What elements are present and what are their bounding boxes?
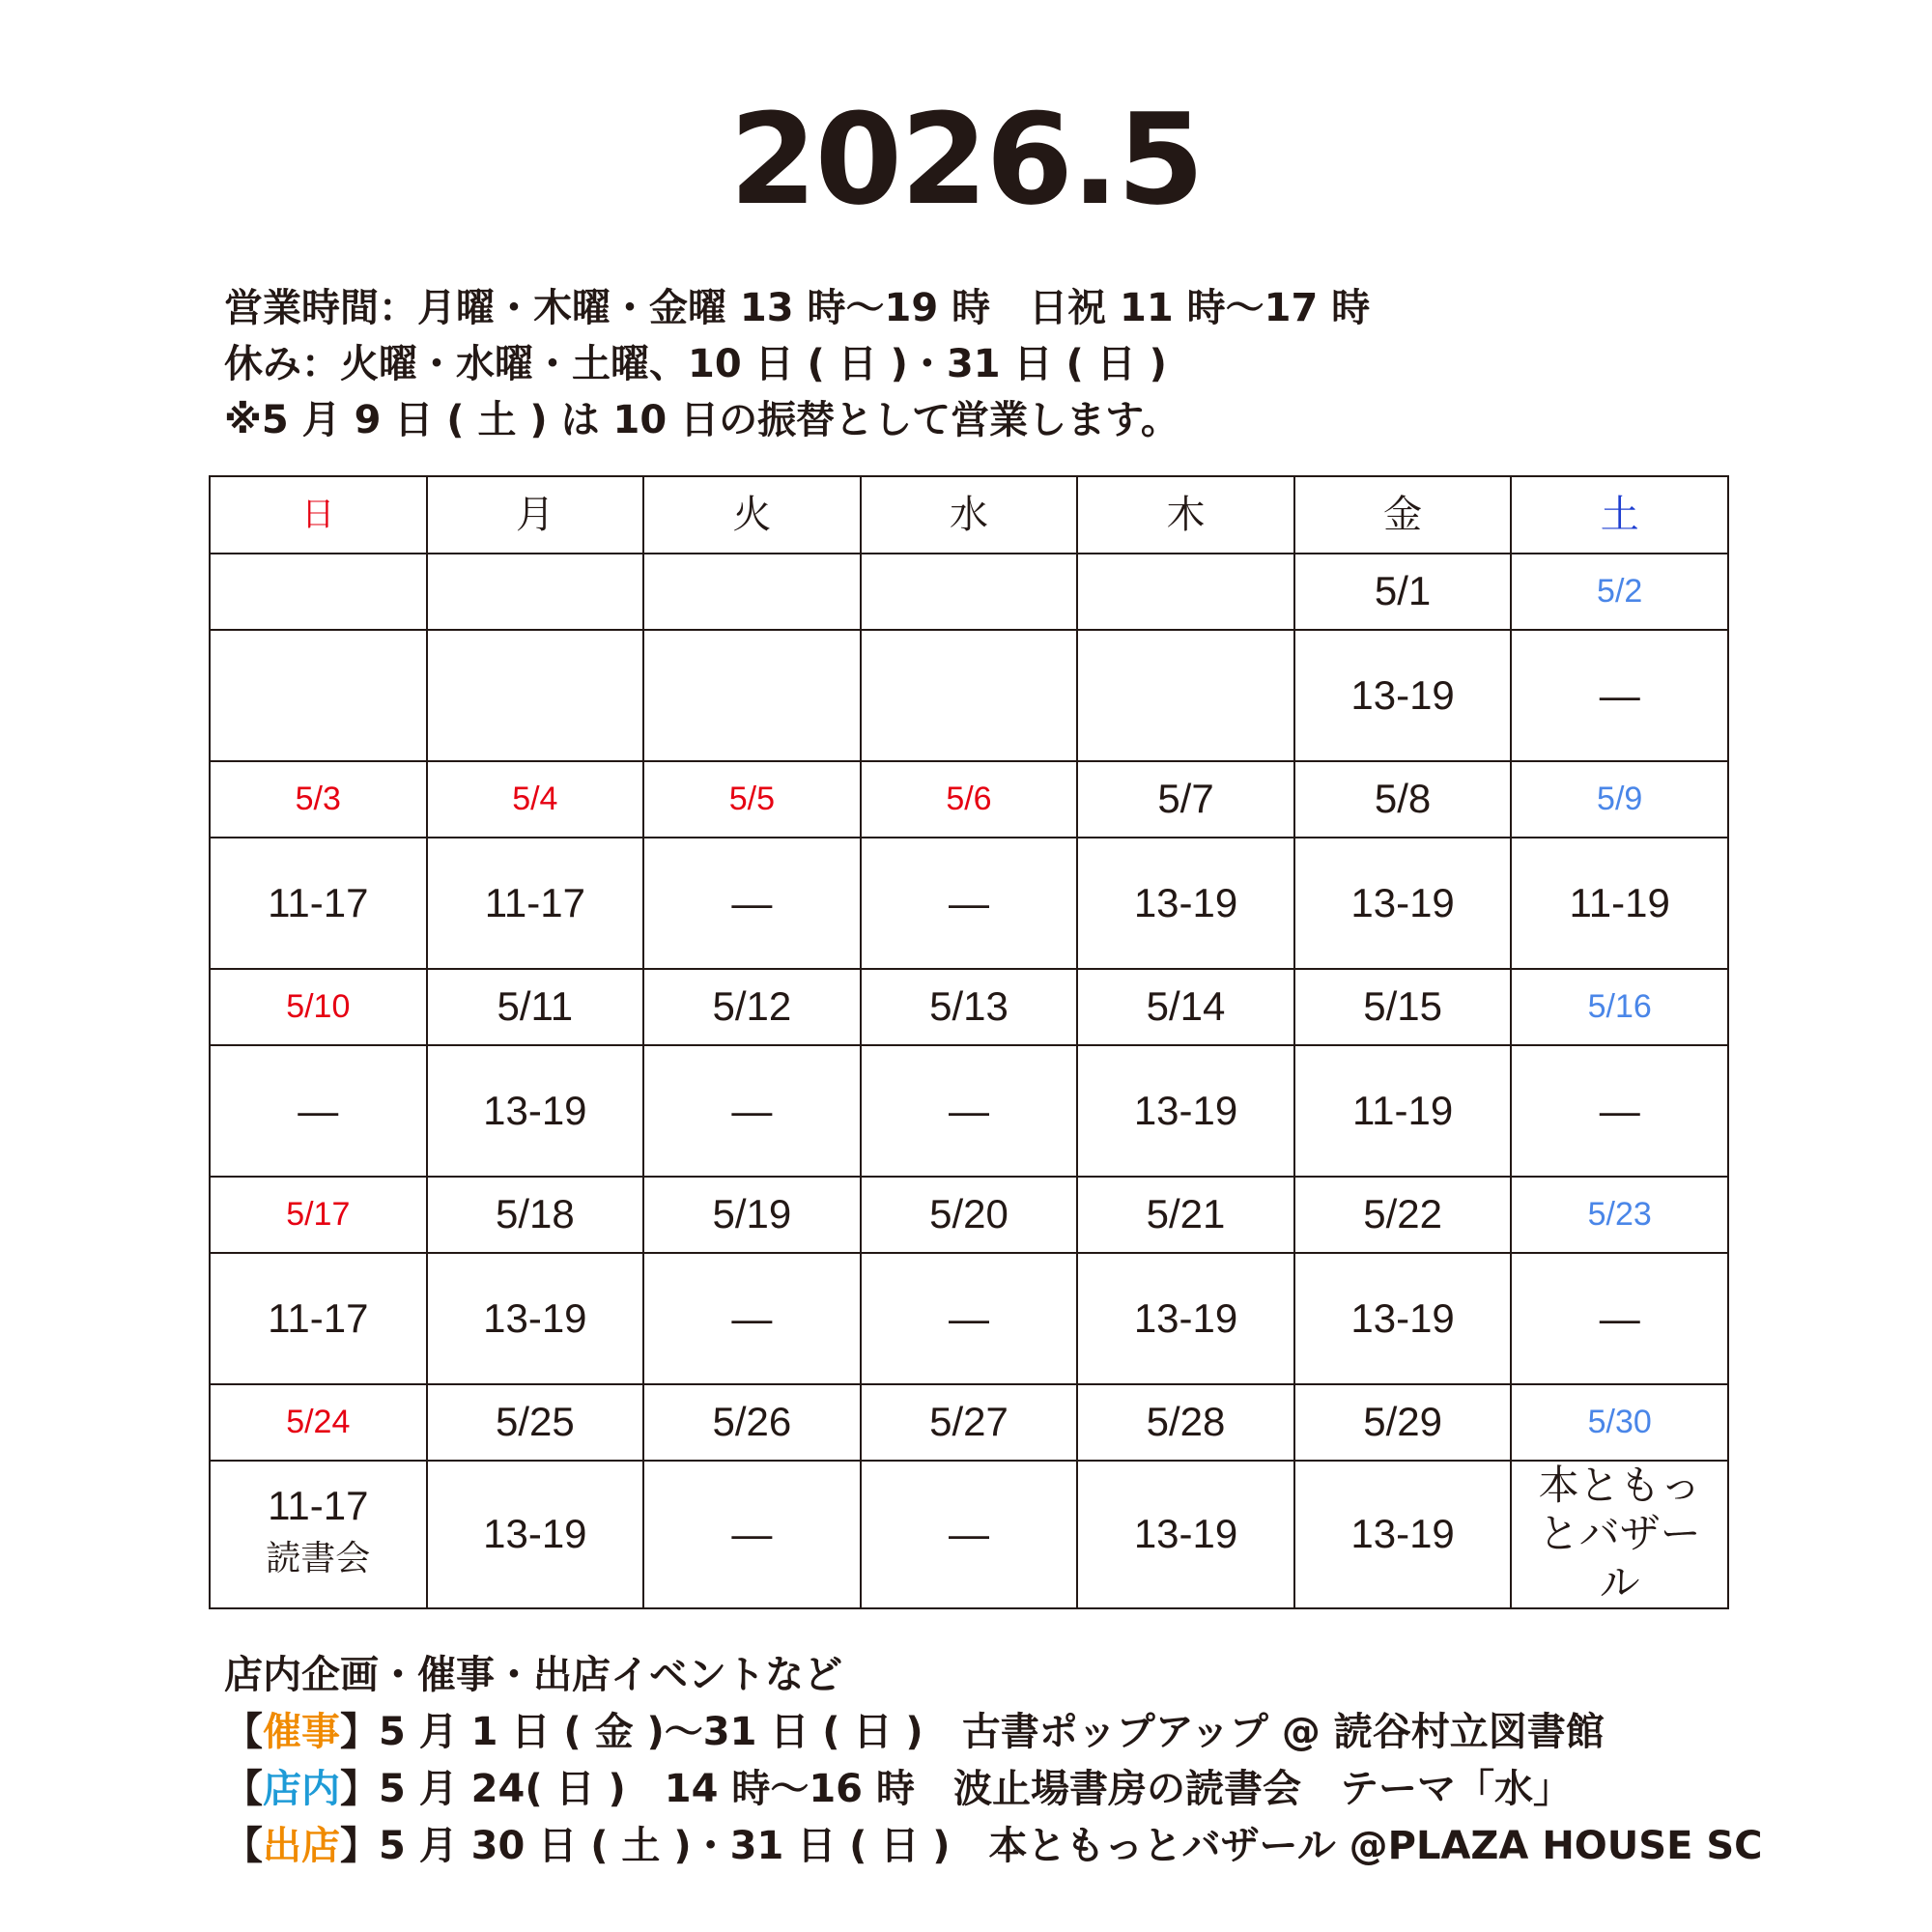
date-cell: 5/28 xyxy=(1077,1384,1294,1461)
hours-cell: — xyxy=(210,1045,427,1177)
weekday-mon: 月 xyxy=(427,476,644,554)
date-cell: 5/8 xyxy=(1294,761,1512,838)
business-hours-text: 営業時間：月曜・木曜・金曜 13 時〜19 時 日祝 11 時〜17 時 xyxy=(224,286,1371,330)
hours-cell: — xyxy=(861,1253,1078,1384)
hours-cell: 13-19 xyxy=(1294,1461,1512,1608)
hours-cell: — xyxy=(643,1253,861,1384)
hours-cell: 13-19 xyxy=(1294,838,1512,969)
hours-cell xyxy=(427,630,644,761)
hours-cell: 13-19 xyxy=(1077,1461,1294,1608)
calendar-table xyxy=(209,475,1729,1609)
event-tag: 出店 xyxy=(263,1824,340,1868)
hours-cell xyxy=(1077,630,1294,761)
substitute-note-text: ※5 月 9 日 ( 土 ) は 10 日の振替として営業します。 xyxy=(224,398,1179,442)
date-row xyxy=(210,554,1728,630)
hours-cell: — xyxy=(643,1045,861,1177)
hours-cell: 11-19 xyxy=(1511,838,1728,969)
events-section xyxy=(224,1647,1763,1875)
hours-cell: 13-19 xyxy=(1077,1045,1294,1177)
date-cell-saturday: 5/23 xyxy=(1511,1177,1728,1253)
hours-cell: — xyxy=(643,838,861,969)
hours-cell: — xyxy=(861,838,1078,969)
hours-cell xyxy=(861,630,1078,761)
hours-cell: 11-17 xyxy=(210,838,427,969)
date-cell: 5/18 xyxy=(427,1177,644,1253)
hours-row xyxy=(210,1253,1728,1384)
date-cell: 5/12 xyxy=(643,969,861,1045)
hours-row xyxy=(210,838,1728,969)
event-tag: 店内 xyxy=(263,1767,340,1811)
weekday-tue: 火 xyxy=(643,476,861,554)
date-cell-holiday: 5/4 xyxy=(427,761,644,838)
hours-cell: — xyxy=(643,1461,861,1608)
date-cell-holiday: 5/10 xyxy=(210,969,427,1045)
date-cell xyxy=(643,554,861,630)
hours-cell: 11-19 xyxy=(1294,1045,1512,1177)
event-item: 【出店】5 月 30 日 ( 土 )・31 日 ( 日 ) 本ともっとバザール @PLAZA HOUSE SC xyxy=(224,1824,1763,1868)
event-text: 5 月 1 日 ( 金 )〜31 日 ( 日 ) 古書ポップアップ @ 読谷村立図書館 xyxy=(379,1710,1605,1754)
date-cell: 5/7 xyxy=(1077,761,1294,838)
date-cell xyxy=(427,554,644,630)
date-cell-holiday: 5/5 xyxy=(643,761,861,838)
event-item: 【店内】5 月 24( 日 ) 14 時〜16 時 波止場書房の読書会 テーマ「水」 xyxy=(224,1767,1572,1811)
date-row xyxy=(210,1177,1728,1253)
date-cell: 5/1 xyxy=(1294,554,1512,630)
date-cell: 5/15 xyxy=(1294,969,1512,1045)
hours-cell-with-note xyxy=(210,1461,427,1608)
date-cell xyxy=(1077,554,1294,630)
date-cell-saturday: 5/9 xyxy=(1511,761,1728,838)
weekday-sat: 土 xyxy=(1511,476,1728,554)
event-text: 5 月 30 日 ( 土 )・31 日 ( 日 ) 本ともっとバザール @PLAZA HOUSE SC xyxy=(379,1824,1763,1868)
page-title: 2026.5 xyxy=(729,86,1203,233)
weekday-sun: 日 xyxy=(210,476,427,554)
hours-cell: 11-17 xyxy=(427,838,644,969)
event-item: 【催事】5 月 1 日 ( 金 )〜31 日 ( 日 ) 古書ポップアップ @ 読谷村立図書館 xyxy=(224,1710,1605,1754)
hours-cell: 11-17 xyxy=(210,1253,427,1384)
date-cell-holiday: 5/6 xyxy=(861,761,1078,838)
date-row xyxy=(210,1384,1728,1461)
hours-cell: — xyxy=(861,1461,1078,1608)
weekday-wed: 水 xyxy=(861,476,1078,554)
event-tag: 催事 xyxy=(263,1710,340,1754)
date-row xyxy=(210,969,1728,1045)
date-cell-holiday: 5/17 xyxy=(210,1177,427,1253)
hours-cell: — xyxy=(1511,1045,1728,1177)
weekday-header-row xyxy=(210,476,1728,554)
date-cell: 5/25 xyxy=(427,1384,644,1461)
events-heading: 店内企画・催事・出店イベントなど xyxy=(224,1653,842,1697)
date-cell-saturday: 5/16 xyxy=(1511,969,1728,1045)
hours-cell: 13-19 xyxy=(427,1045,644,1177)
date-cell xyxy=(861,554,1078,630)
date-cell: 5/22 xyxy=(1294,1177,1512,1253)
date-cell: 5/13 xyxy=(861,969,1078,1045)
date-cell-holiday: 5/24 xyxy=(210,1384,427,1461)
hours-cell: — xyxy=(1511,630,1728,761)
date-cell: 5/21 xyxy=(1077,1177,1294,1253)
hours-row xyxy=(210,630,1728,761)
bazaar-event-cell: 本ともっとバザール xyxy=(1511,1461,1728,1608)
date-cell: 5/14 xyxy=(1077,969,1294,1045)
event-text: 5 月 24( 日 ) 14 時〜16 時 波止場書房の読書会 テーマ「水」 xyxy=(379,1767,1572,1811)
date-cell: 5/29 xyxy=(1294,1384,1512,1461)
date-cell-holiday: 5/3 xyxy=(210,761,427,838)
date-row xyxy=(210,761,1728,838)
book-club-note: 読書会 xyxy=(266,1538,371,1578)
date-cell xyxy=(210,554,427,630)
date-cell: 5/27 xyxy=(861,1384,1078,1461)
hours-cell: 13-19 xyxy=(1294,1253,1512,1384)
hours-cell: 13-19 xyxy=(1077,838,1294,969)
weekday-fri: 金 xyxy=(1294,476,1512,554)
date-cell: 5/11 xyxy=(427,969,644,1045)
hours-row xyxy=(210,1045,1728,1177)
hours-cell: 13-19 xyxy=(427,1461,644,1608)
date-cell: 5/26 xyxy=(643,1384,861,1461)
weekday-thu: 木 xyxy=(1077,476,1294,554)
hours-cell: — xyxy=(861,1045,1078,1177)
closed-days-text: 休み：火曜・水曜・土曜、10 日 ( 日 )・31 日 ( 日 ) xyxy=(224,342,1167,386)
date-cell-saturday: 5/2 xyxy=(1511,554,1728,630)
business-info xyxy=(224,280,1370,448)
hours-cell: 13-19 xyxy=(427,1253,644,1384)
hours-cell: — xyxy=(1511,1253,1728,1384)
hours-row xyxy=(210,1461,1728,1608)
date-cell: 5/19 xyxy=(643,1177,861,1253)
date-cell-saturday: 5/30 xyxy=(1511,1384,1728,1461)
date-cell: 5/20 xyxy=(861,1177,1078,1253)
hours-cell: 13-19 xyxy=(1077,1253,1294,1384)
hours-cell xyxy=(643,630,861,761)
hours-text: 11-17 xyxy=(268,1483,369,1529)
hours-cell xyxy=(210,630,427,761)
hours-cell: 13-19 xyxy=(1294,630,1512,761)
